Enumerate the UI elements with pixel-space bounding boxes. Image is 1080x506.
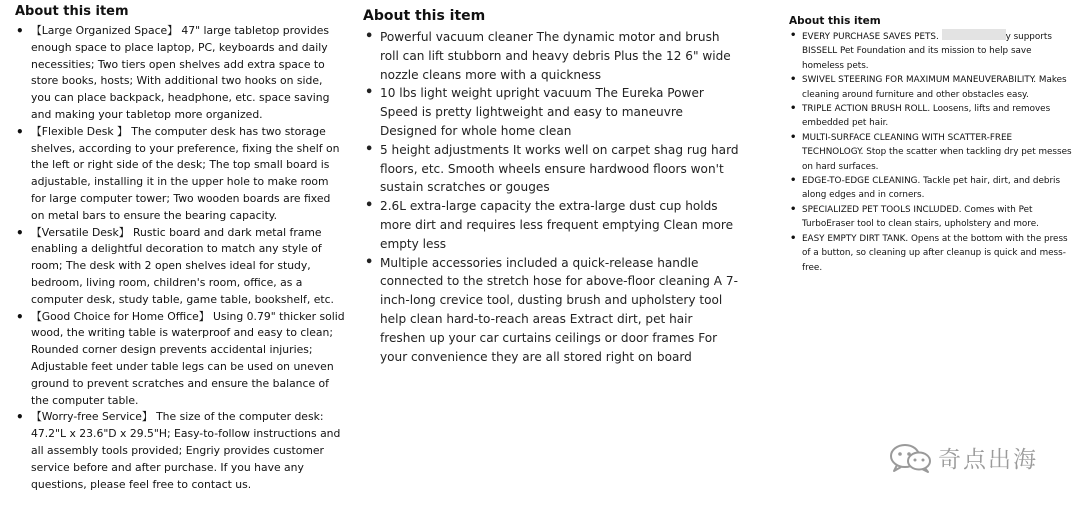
watermark	[888, 441, 1038, 474]
list-item	[789, 29, 1074, 73]
feature-list	[789, 29, 1074, 275]
list-item: • TRIPLE ACTION BRUSH ROLL. Loosens, lifts and removes embedded pet hair.	[789, 102, 1074, 131]
list-item: • EASY EMPTY DIRT TANK. Opens at the bottom with the press of a button, so cleaning up after cleanup is quick and mess-free.	[789, 232, 1074, 275]
list-item: • MULTI-SURFACE CLEANING WITH SCATTER-FREE TECHNOLOGY. Stop the scatter when tackling dry pet messes on hard surfaces.	[789, 131, 1074, 174]
item-text-end: y supports BISSELL Pet Foundation and its mission to help save homeless pets.	[802, 32, 1052, 71]
list-item: • 【Versatile Desk】 Rustic board and dark metal frame enabling a delightful decoration to match any style of room; The desk with 2 open shelves ideal for study, bedroom, living room, children's room, office, as a computer desk, study table, game table, bookshelf, etc.	[15, 225, 345, 309]
list-item: • 【Large Organized Space】 47" large tabletop provides enough space to place laptop, PC, keyboards and daily necessities; Two tiers open shelves add extra space to store books, hosts; With additional two hooks on side, you can place backpack, headphone, etc. space saving and making your tabletop more organized.	[15, 23, 345, 124]
about-item-column-desk	[15, 0, 345, 493]
redacted-block	[942, 29, 1006, 40]
feature-list	[15, 23, 345, 493]
list-item: • 【Worry-free Service】 The size of the computer desk: 47.2"L x 23.6"D x 29.5"H; Easy-to-follow instructions and all assembly tools provided; Engriy provides customer service before and after purchase. If you have any questions, please feel free to contact us.	[15, 409, 345, 493]
watermark-text: 奇点出海	[938, 447, 1038, 473]
list-item: • 2.6L extra-large capacity the extra-large dust cup holds more dirt and requires less frequent emptying Clean more empty less	[363, 197, 741, 253]
about-heading: About this item	[363, 8, 486, 24]
list-item: • 5 height adjustments It works well on carpet shag rug hard floors, etc. Smooth wheels ensure hardwood floors won't sustain scratches or gouges	[363, 141, 741, 197]
wechat-icon	[888, 443, 932, 473]
list-item: • 10 lbs light weight upright vacuum The Eureka Power Speed is pretty lightweight and easy to maneuvre Designed for whole home clean	[363, 84, 741, 140]
list-item: • Multiple accessories included a quick-release handle connected to the stretch hose for above-floor cleaning A 7-inch-long crevice tool, dusting brush and upholstery tool help clean hard-to-reach areas Extract dirt, pet hair freshen up your car curtains ceilings or door frames For your convenience they are all stored right on board	[363, 254, 741, 367]
about-item-column-pet-vacuum	[789, 0, 1074, 275]
about-item-column-vacuum	[363, 0, 741, 366]
list-item: • 【Good Choice for Home Office】 Using 0.79" thicker solid wood, the writing table is waterproof and easy to clean; Rounded corner design prevents accidental injuries; Adjustable feet under table legs can be used on uneven ground to prevent scratches and ensure the balance of the computer table.	[15, 309, 345, 410]
feature-list	[363, 28, 741, 366]
item-text-start: EVERY PURCHASE SAVES PETS.	[802, 32, 939, 42]
list-item: • 【Flexible Desk 】 The computer desk has two storage shelves, according to your preference, fixing the shelf on the left or right side of the desk; The top small board is adjustable, installing it in the upper hole to make room for large computer tower; Two wooden boards are fixed on metal bars to ensure the bearing capacity.	[15, 124, 345, 225]
list-item: • Powerful vacuum cleaner The dynamic motor and brush roll can lift stubborn and heavy debris Plus the 12 6" wide nozzle cleans more with a quickness	[363, 28, 741, 84]
list-item: • SPECIALIZED PET TOOLS INCLUDED. Comes with Pet TurboEraser tool to clean stairs, upholstery and more.	[789, 203, 1074, 232]
list-item: • EDGE-TO-EDGE CLEANING. Tackle pet hair, dirt, and debris along edges and in corners.	[789, 174, 1074, 203]
list-item: • SWIVEL STEERING FOR MAXIMUM MANEUVERABILITY. Makes cleaning around furniture and other obstacles easy.	[789, 73, 1074, 102]
about-heading: About this item	[15, 4, 129, 19]
about-heading: About this item	[789, 15, 881, 27]
